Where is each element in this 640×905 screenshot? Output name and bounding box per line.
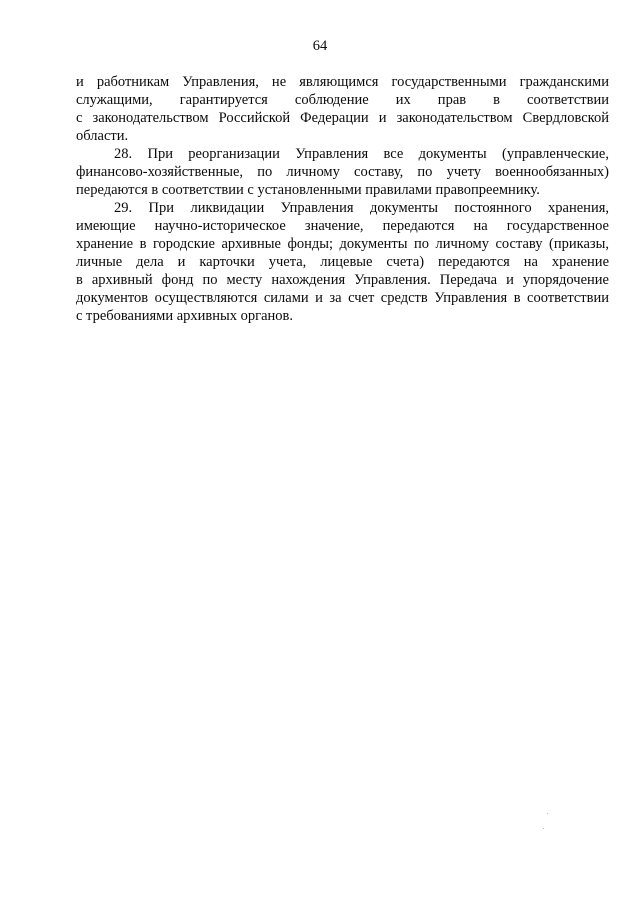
text-line: с законодательством Российской Федерации и законодательством Свердловской <box>76 110 609 126</box>
text-line: личные дела и карточки учета, лицевые счета) передаются на хранение <box>76 254 609 270</box>
text-line: документов осуществляются силами и за счет средств Управления в соответствии <box>76 290 609 306</box>
text-line: и работникам Управления, не являющимся государственными гражданскими <box>76 74 609 90</box>
paragraph-employee-rights <box>76 73 609 145</box>
text-line: в архивный фонд по месту нахождения Управления. Передача и упорядочение <box>76 272 609 288</box>
text-line: финансово-хозяйственные, по личному составу, по учету военнообязанных) <box>76 164 609 180</box>
text-line: служащими, гарантируется соблюдение их прав в соответствии <box>76 92 609 108</box>
text-line: 28. При реорганизации Управления все документы (управленческие, <box>114 146 609 162</box>
paragraph-29-liquidation <box>76 199 609 325</box>
text-line: области. <box>76 128 129 144</box>
page-number: 64 <box>312 38 328 54</box>
scan-speck <box>543 828 544 829</box>
text-line: имеющие научно-историческое значение, передаются на государственное <box>76 218 609 234</box>
text-line: передаются в соответствии с установленными правилами правопреемнику. <box>76 182 540 198</box>
paragraph-28-reorganization <box>76 145 609 199</box>
text-line: хранение в городские архивные фонды; документы по личному составу (приказы, <box>76 236 609 252</box>
scan-speck <box>547 813 548 814</box>
text-line: с требованиями архивных органов. <box>76 308 294 324</box>
text-line: 29. При ликвидации Управления документы постоянного хранения, <box>114 200 609 216</box>
